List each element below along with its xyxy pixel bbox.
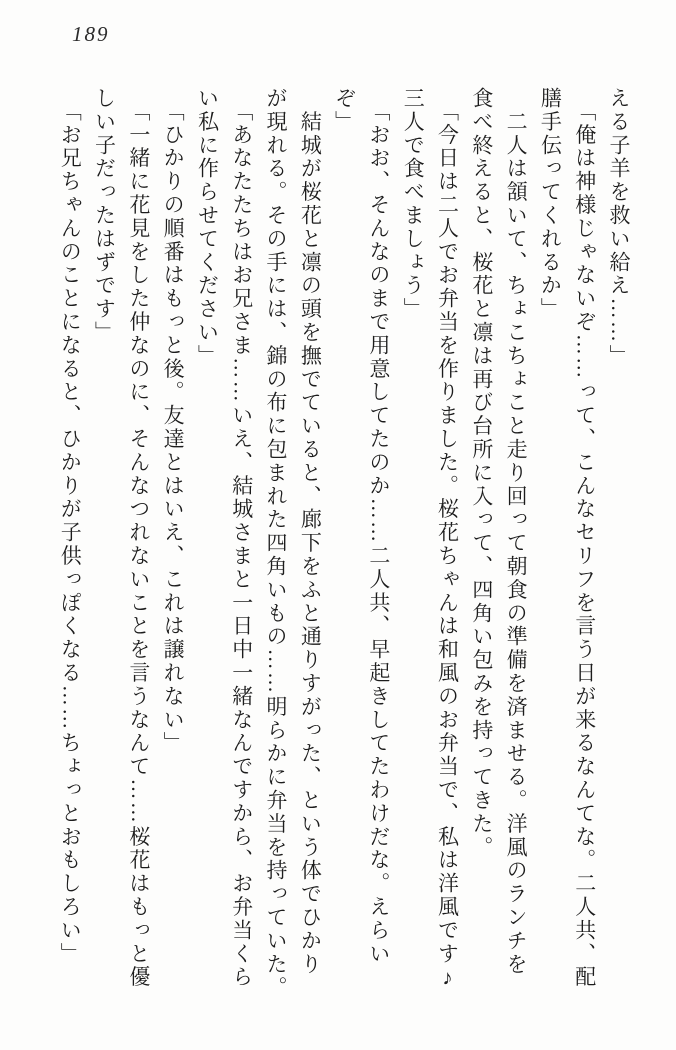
- text-line: 「俺は神様じゃないぞ……って、こんなセリフを言う日が来るなんてな。二人共、配: [572, 87, 597, 990]
- text-line: が現れる。その手には、錦の布に包まれた四角いもの……明らかに弁当を持っていた。: [264, 87, 289, 1000]
- text-line: 膳手伝ってくれるか」: [538, 87, 563, 321]
- text-line: 二人は頷いて、ちょこちょこと走り回って朝食の準備を済ませる。洋風のランチを: [504, 87, 529, 977]
- text-line: 三人で食べましょう」: [401, 87, 426, 321]
- text-line: 食べ終えると、桜花と凛は再び台所に入って、四角い包みを持ってきた。: [469, 87, 494, 860]
- text-line: 「今日は二人でお弁当を作りました。桜花ちゃんは和風のお弁当で、私は洋風です♪: [435, 87, 460, 993]
- text-line: ぞ」: [332, 87, 357, 134]
- text-line: 「おお、そんなのまで用意してたのか……二人共、早起きしてたわけだな。えらい: [366, 87, 391, 966]
- text-line: 「ひかりの順番はもっと後。友達とはいえ、これは譲れない」: [161, 87, 186, 756]
- text-line: 「あなたたちはお兄さま……いえ、結城さまと一日中一緒なんですから、お弁当くら: [229, 87, 254, 990]
- text-line: 「一緒に花見をした仲なのに、そんなつれないことを言うなんて……桜花はもっと優: [126, 87, 151, 990]
- text-line: 結城が桜花と凛の頭を撫でていると、廊下をふと通りすがった、という体でひかり: [298, 87, 323, 977]
- text-line: える子羊を救い給え……」: [607, 87, 631, 368]
- text-area: [53, 87, 636, 1009]
- text-line: しい子だったはずです」: [92, 87, 117, 345]
- page-number: 189: [72, 22, 110, 46]
- text-line: 「お兄ちゃんのことになると、ひかりが子供っぽくなる……ちょっとおもしろい」: [58, 87, 83, 966]
- text-line: い私に作らせてください」: [195, 87, 220, 368]
